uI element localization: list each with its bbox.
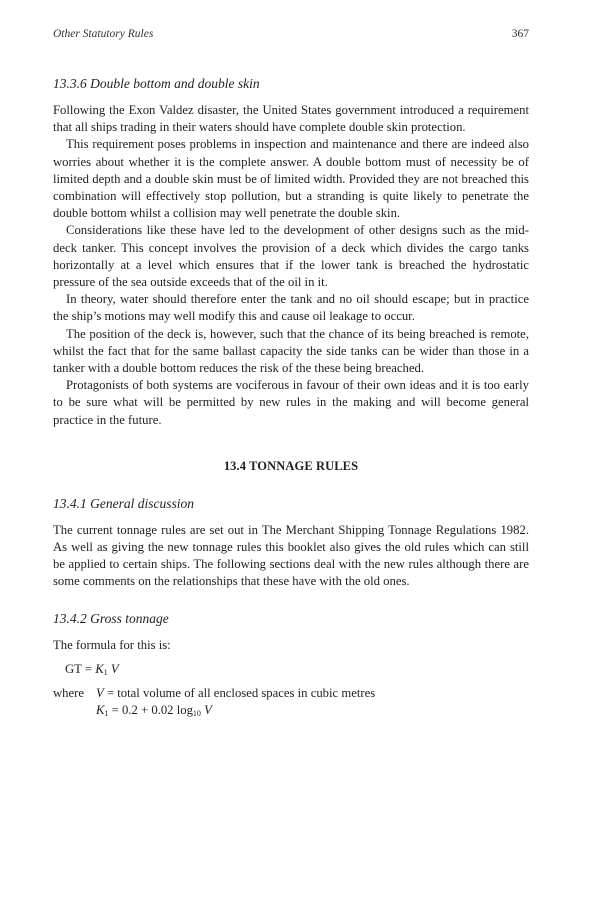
- formula-intro: The formula for this is:: [53, 637, 171, 652]
- gross-tonnage-formula: [65, 661, 529, 678]
- where-var-k-sub: 1: [104, 708, 109, 718]
- section-title-13-4-1: 13.4.1 General discussion: [53, 495, 194, 511]
- formula-lhs: GT: [65, 661, 82, 676]
- where-label: where: [53, 685, 84, 700]
- page-number: 367: [511, 28, 529, 40]
- formula-k: K: [95, 661, 104, 676]
- where-def-k-a: = 0.2 + 0.02 log: [108, 702, 193, 717]
- where-def-v: = total volume of all enclosed spaces in cubic metres: [103, 685, 376, 700]
- section-heading-13-4: 13.4 TONNAGE RULES: [223, 458, 359, 473]
- running-head: [53, 28, 529, 44]
- paragraph: Following the Exon Valdez disaster, the United States government introduced a requirement that all ships trading in their waters should have complete double skin protection.: [53, 103, 529, 135]
- running-head-title: Other Statutory Rules: [53, 28, 154, 40]
- where-var-v: V: [96, 685, 104, 700]
- section-title-13-4-2: 13.4.2 Gross tonnage: [53, 610, 169, 626]
- where-log-sub: 10: [192, 708, 201, 718]
- paragraph: Protagonists of both systems are vociferous in favour of their own ideas and it is too early to be sure what will be permitted by new rules in the making and will become general practice in the future.: [53, 378, 529, 427]
- book-page: [53, 28, 529, 719]
- formula-eq: =: [81, 661, 96, 676]
- where-line-2: [53, 702, 529, 719]
- where-def-k-b: V: [200, 702, 212, 717]
- where-line-1: [53, 685, 529, 702]
- paragraph: The position of the deck is, however, such that the chance of its being breached is remote, whilst the fact that for the same ballast capacity the side tanks can be wider than those in a tanker with a double bottom reduces the risk of the these being breached.: [53, 326, 529, 376]
- paragraph: This requirement poses problems in inspection and maintenance and there are indeed also worries about whether it is the complete answer. A double bottom must of necessity be of limited depth and a double skin must be of limited width. Provided they are not breached this combination will effectively stop pollution, but a stranding is quite likely to penetrate the double bottom whilst a collision may well penetrate the double skin.: [53, 137, 529, 221]
- paragraph: In theory, water should therefore enter the tank and no oil should escape; but in practice the ship’s motions may well modify this and cause oil leakage to occur.: [53, 292, 529, 324]
- paragraph: The current tonnage rules are set out in The Merchant Shipping Tonnage Regulations 1982. As well as giving the new tonnage rules this booklet also gives the old rules which can still be applied to certain ships. The following sections deal with the new rules although there are some comments on the relationships that these have with the old ones.: [53, 522, 529, 589]
- section-title-13-3-6: 13.3.6 Double bottom and double skin: [53, 76, 260, 91]
- formula-v: V: [107, 661, 119, 676]
- paragraph: Considerations like these have led to the development of other designs such as the mid-deck tanker. This concept involves the provision of a deck which divides the cargo tanks horizontally at a level which ensures that if the lower tank is breached the hydrostatic pressure of the sea outside exceeds that of the oil in it.: [53, 223, 529, 290]
- formula-k-sub: 1: [103, 667, 108, 677]
- where-var-k: K: [96, 702, 105, 717]
